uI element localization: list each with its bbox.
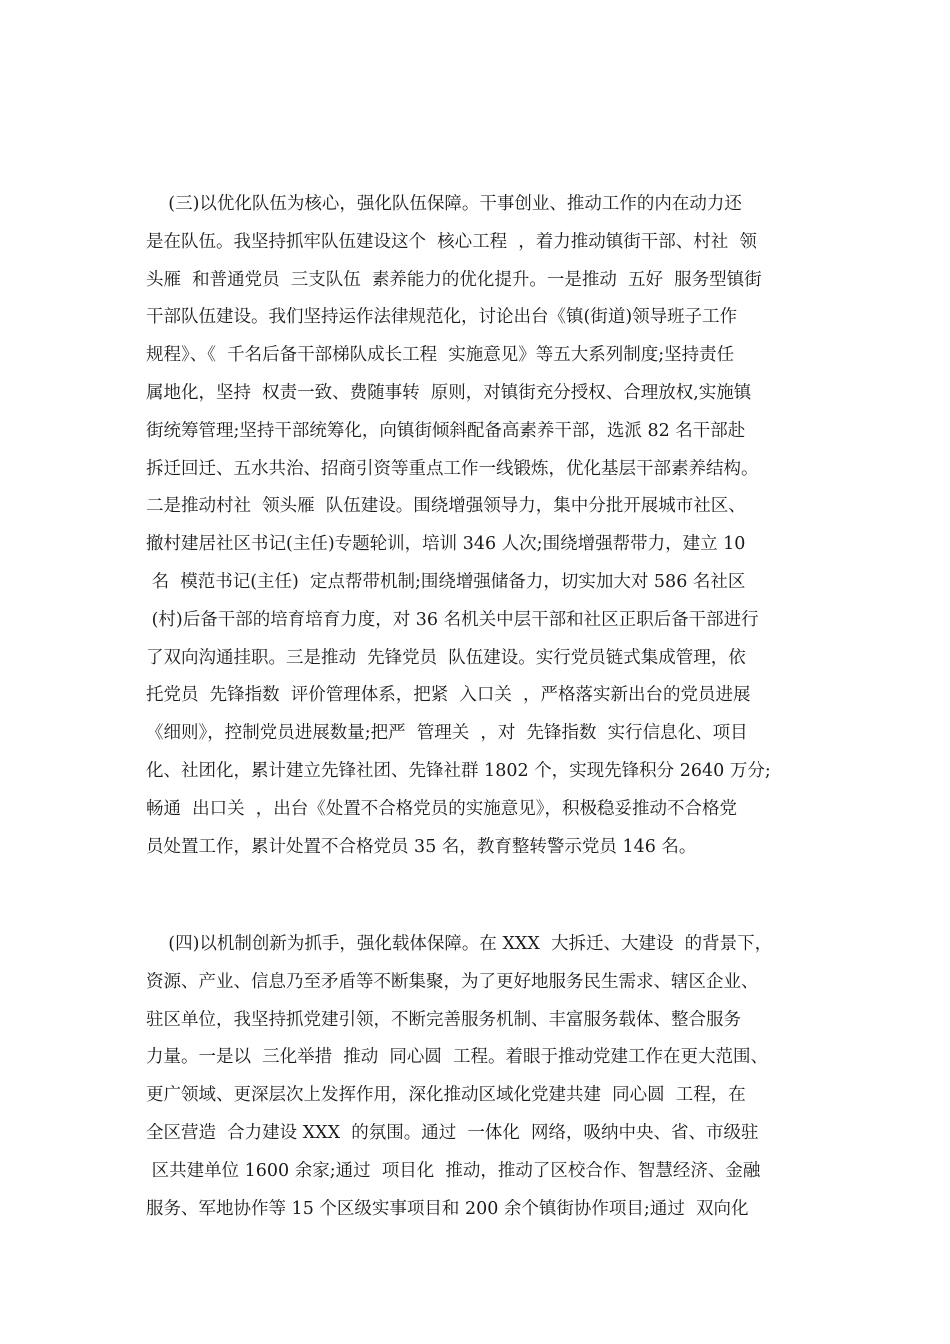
paragraph-section-4 xyxy=(146,926,806,1228)
text-line: 撤村建居社区书记(主任)专题轮训，培训 346 人次;围绕增强帮带力，建立 10 xyxy=(146,534,746,555)
text-line: 资源、产业、信息乃至矛盾等不断集聚，为了更好地服务民生需求、辖区企业、 xyxy=(146,971,759,992)
text-line: 力量。一是以 三化举措 推动 同心圆 工程。着眼于推动党建工作在更大范围、 xyxy=(146,1047,768,1068)
text-line: 是在队伍。我坚持抓牢队伍建设这个 核心工程 ，着力推动镇街干部、村社 领 xyxy=(146,231,757,252)
text-line: 二是推动村社 领头雁 队伍建设。围绕增强领导力，集中分批开展城市社区、 xyxy=(146,496,746,517)
text-line: (三)以优化队伍为核心，强化队伍保障。干事创业、推动工作的内在动力还 xyxy=(146,194,742,214)
text-line: 干部队伍建设。我们坚持运作法律规范化，讨论出台《镇(街道)领导班子工作 xyxy=(146,307,738,328)
text-line: 规程》、《 千名后备干部梯队成长工程 实施意见》等五大系列制度;坚持责任 xyxy=(146,345,735,366)
text-line: 街统筹管理;坚持干部统筹化，向镇街倾斜配备高素养干部，选派 82 名干部赴 xyxy=(146,420,746,441)
text-line: 驻区单位，我坚持抓党建引领，不断完善服务机制、丰富服务载体、整合服务 xyxy=(146,1009,741,1030)
text-line: 拆迁回迁、五水共治、招商引资等重点工作一线锻炼，优化基层干部素养结构。 xyxy=(146,458,759,479)
text-line: 畅通 出口关 ，出台《处置不合格党员的实施意见》，积极稳妥推动不合格党 xyxy=(146,798,737,819)
paragraph-section-3 xyxy=(146,186,806,866)
text-line: (村)后备干部的培育培育力度，对 36 名机关中层干部和社区正职后备干部进行 xyxy=(146,609,759,630)
text-line: 托党员 先锋指数 评价管理体系，把紧 入口关 ，严格落实新出台的党员进展 xyxy=(146,685,751,706)
text-line: 了双向沟通挂职。三是推动 先锋党员 队伍建设。实行党员链式集成管理，依 xyxy=(146,647,746,668)
text-line: 名 模范书记(主任) 定点帮带机制;围绕增强储备力，切实加大对 586 名社区 xyxy=(146,571,746,592)
text-line: 属地化，坚持 权责一致、费随事转 原则，对镇街充分授权、合理放权,实施镇 xyxy=(146,382,752,403)
text-line: 全区营造 合力建设 XXX 的氛围。通过 一体化 网络，吸纳中央、省、市级驻 xyxy=(146,1122,759,1143)
text-line: 化、社团化，累计建立先锋社团、先锋社群 1802 个，实现先锋积分 2640 万分; xyxy=(146,760,771,781)
text-line: 员处置工作，累计处置不合格党员 35 名，教育整转警示党员 146 名。 xyxy=(146,836,697,857)
text-line: (四)以机制创新为抓手，强化载体保障。在 XXX 大拆迁、大建设 的背景下， xyxy=(146,934,773,954)
text-line: 头雁 和普通党员 三支队伍 素养能力的优化提升。一是推动 五好 服务型镇街 xyxy=(146,269,762,290)
text-line: 区共建单位 1600 余家;通过 项目化 推动，推动了区校合作、智慧经济、金融 xyxy=(146,1160,761,1181)
text-line: 《细则》，控制党员进展数量;把严 管理关 ，对 先锋指数 实行信息化、项目 xyxy=(146,723,748,744)
text-line: 更广领域、更深层次上发挥作用，深化推动区域化党建共建 同心圆 工程，在 xyxy=(146,1085,746,1106)
text-line: 服务、军地协作等 15 个区级实事项目和 200 余个镇街协作项目;通过 双向化 xyxy=(146,1198,749,1219)
